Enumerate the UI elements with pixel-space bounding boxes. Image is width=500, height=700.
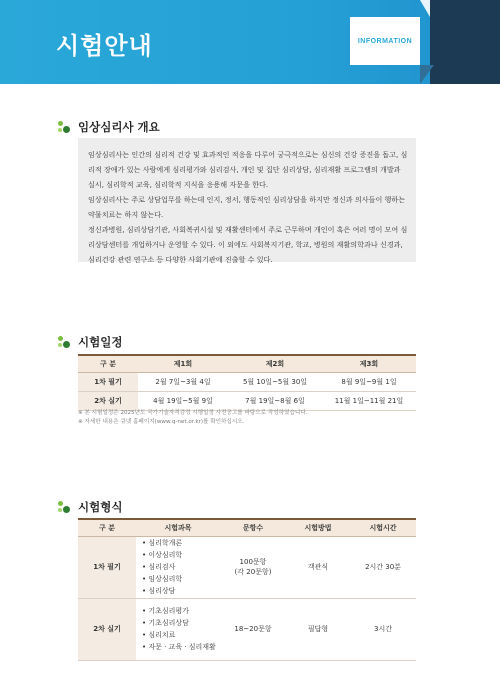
exam-time: 2시간 30분 (350, 536, 416, 598)
format-table (78, 518, 416, 661)
list-item: • 심리치료 (142, 631, 176, 639)
row-label: 1차 필기 (78, 372, 138, 391)
list-item: • 자문 · 교육 · 심리재활 (142, 643, 216, 651)
section-title: 시험형식 (78, 500, 123, 514)
table-cell: 5월 10일~5월 30일 (228, 372, 322, 391)
information-badge: INFORMATION (350, 17, 420, 65)
column-header: 문항수 (220, 519, 286, 536)
exam-method: 필답형 (286, 598, 350, 660)
column-header: 시험과목 (136, 519, 220, 536)
note-line: ※ 자세한 내용은 큐넷 홈페이지(www.q-net.or.kr)를 확인하십시오. (78, 419, 245, 425)
leaf-bullet-icon (58, 121, 70, 133)
subject-list (136, 598, 220, 660)
header-corner-decoration (420, 0, 430, 17)
overview-paragraph: 임상심리사는 주로 상담업무를 하는데 인지, 정서, 행동적인 심리상담을 하지만 정신과 의사들이 행하는 약물치료는 하지 않는다. (88, 195, 406, 219)
section-title: 시험일정 (78, 335, 123, 349)
list-item: • 기초심리상담 (142, 619, 189, 627)
overview-box (78, 138, 416, 262)
table-row (78, 372, 416, 391)
table-header-row (78, 519, 416, 536)
exam-method: 객관식 (286, 536, 350, 598)
section-heading-schedule (58, 334, 122, 350)
list-item: • 심리검사 (142, 563, 176, 571)
table-row (78, 598, 416, 660)
subject-list (136, 536, 220, 598)
section-title: 임상심리사 개요 (78, 120, 160, 134)
page-title: 시험안내 (56, 32, 153, 60)
row-label: 1차 필기 (78, 536, 136, 598)
table-cell: 4월 19일~5월 9일 (138, 391, 228, 410)
leaf-bullet-icon (58, 336, 70, 348)
header-banner (0, 0, 500, 84)
table-cell: 11월 1일~11월 21일 (322, 391, 416, 410)
schedule-notes (78, 409, 307, 427)
leaf-bullet-icon (58, 501, 70, 513)
list-item: • 이상심리학 (142, 551, 183, 559)
overview-paragraph: 임상심리사는 인간의 심리적 건강 및 효과적인 적응을 다루어 궁극적으로는 심신의 건강 증진을 돕고, 심리적 장애가 있는 사람에게 심리평가와 심리검사, 개인 및 집단 심리상담, 심리재활 프로그램의 개발과 실시, 심리학적 교육, 심리학적 지식을 응용해 자문을 한다. (88, 150, 408, 189)
column-header: 시험시간 (350, 519, 416, 536)
header-corner-decoration (420, 65, 434, 84)
question-count: 100문항 (각 20문항) (220, 536, 286, 598)
question-count: 18~20문항 (220, 598, 286, 660)
section-heading-format (58, 499, 122, 515)
list-item: • 심리상담 (142, 587, 176, 595)
list-item: • 기초심리평가 (142, 607, 189, 615)
table-row (78, 536, 416, 598)
table-header-row (78, 355, 416, 372)
table-row (78, 391, 416, 410)
overview-paragraph: 정신과병원, 심리상담기관, 사회복귀시설 및 재활센터에서 주로 근무하며 개인이 혹은 여러 명이 모여 심리상담센터를 개업하거나 운영할 수 있다. 이 외에도 사회복지기관, 학교, 병원의 재활의학과나 신경과, 심리건강 관련 연구소 등 다양한 사회기관에 진출할 수 있다. (88, 225, 408, 264)
column-header: 제2회 (228, 355, 322, 372)
list-item: • 심리학개론 (142, 539, 183, 547)
column-header: 제3회 (322, 355, 416, 372)
table-cell: 7월 19일~8월 6일 (228, 391, 322, 410)
column-header: 시험방법 (286, 519, 350, 536)
note-line: ※ 본 시험일정은 2025년도 국가기술자격검정 시행일정 사전공고를 바탕으로 작성하였습니다. (78, 410, 308, 416)
list-item: • 임상심리학 (142, 575, 183, 583)
column-header: 제1회 (138, 355, 228, 372)
exam-time: 3시간 (350, 598, 416, 660)
column-header: 구 분 (78, 519, 136, 536)
row-label: 2차 실기 (78, 391, 138, 410)
row-label: 2차 실기 (78, 598, 136, 660)
table-cell: 8월 9일~9월 1일 (322, 372, 416, 391)
table-cell: 2월 7일~3월 4일 (138, 372, 228, 391)
header-dark-block (430, 0, 500, 84)
schedule-table (78, 354, 416, 411)
column-header: 구 분 (78, 355, 138, 372)
section-heading-overview (58, 119, 160, 135)
